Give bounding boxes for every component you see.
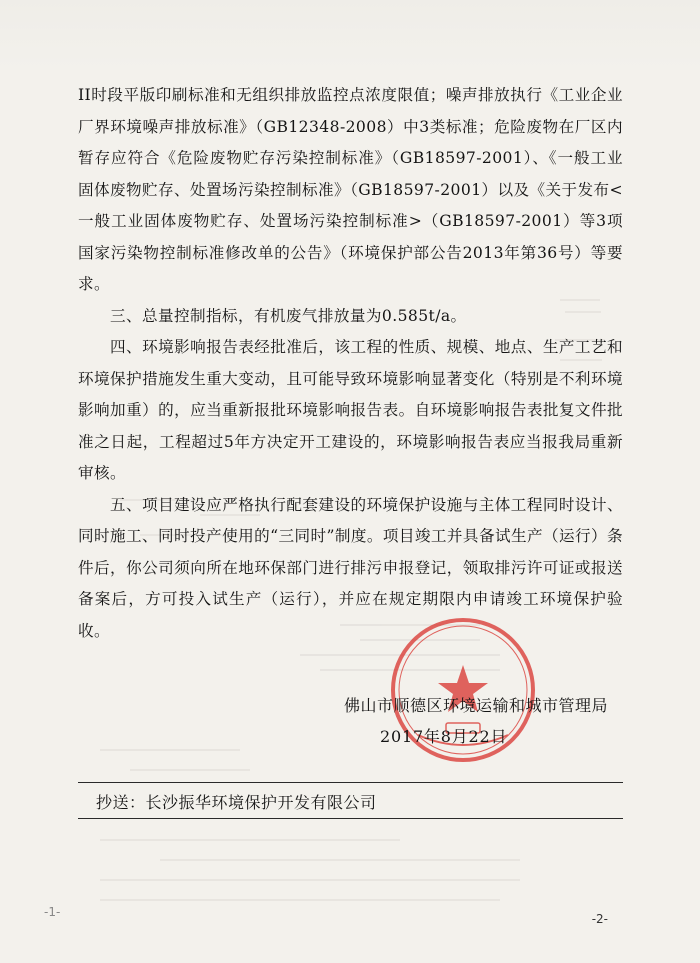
page-number: -2-	[591, 912, 608, 926]
cc-recipient: 长沙振华环境保护开发有限公司	[145, 793, 377, 812]
top-divider	[78, 782, 623, 783]
paragraph-eia-approval: 四、环境影响报告表经批准后，该工程的性质、规模、地点、生产工艺和环境保护措施发生重大变动，且可能导致环境影响显著变化（特别是不利环境影响加重）的，应当重新报批环境影响报告表。自环境影响报告表批复文件批准之日起，工程超过5年方决定开工建设的，环境影响报告表应当报我局重新审核。	[78, 338, 623, 482]
paragraph-total-control: 三、总量控制指标，有机废气排放量为0.585t/a。	[110, 306, 467, 325]
paragraph-standards: II时段平版印刷标准和无组织排放监控点浓度限值；噪声排放执行《工业企业厂界环境噪声排放标准》（GB12348-2008）中3类标准；危险废物在厂区内暂存应符合《危险废物贮存污染控制标准》（GB18597-2001）、《一般工业固体废物贮存、处置场污染控制标准》（GB18597-2001）以及《关于发布<一般工业固体废物贮存、处置场污染控制标准>（GB18597-2001）等3项国家污染物控制标准修改单的公告》（环境保护部公告2013年第36号）等要求。	[78, 86, 623, 293]
signature-block	[344, 690, 608, 721]
paragraph-three-simultaneous: 五、项目建设应严格执行配套建设的环境保护设施与主体工程同时设计、同时施工、同时投产使用的“三同时”制度。项目竣工并具备试生产（运行）条件后，你公司须向所在地环保部门进行排污申报登记，领取排污许可证或报送备案后，方可投入试生产（运行），并应在规定期限内申请竣工环境保护验收。	[78, 495, 623, 640]
cc-label: 抄送：	[96, 793, 146, 812]
issue-date: 2017年8月22日	[380, 727, 508, 746]
issuer-name: 佛山市顺德区环境运输和城市管理局	[343, 696, 608, 715]
page-number-left: -1-	[44, 905, 61, 919]
top-margin	[0, 0, 700, 70]
cc-line	[96, 790, 377, 813]
document-body	[78, 80, 623, 647]
bottom-divider	[78, 818, 623, 819]
